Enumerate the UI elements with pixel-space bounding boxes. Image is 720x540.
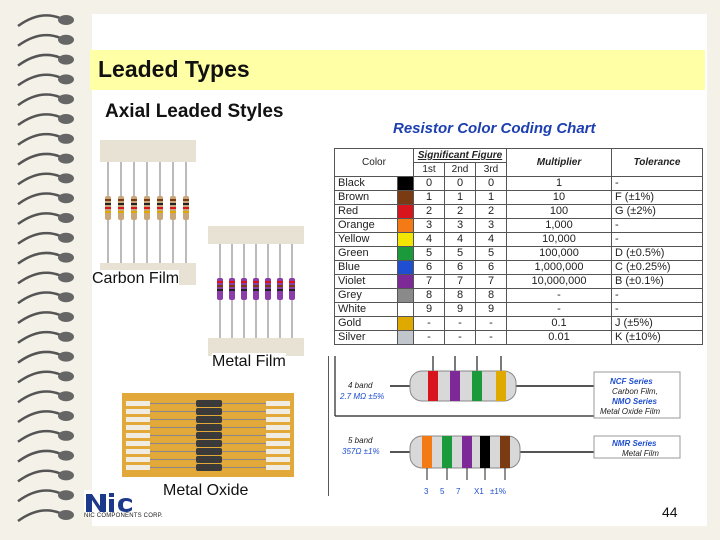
carbon-film-photo	[98, 140, 198, 285]
spiral-coil	[18, 471, 60, 482]
oxide-tape	[126, 417, 150, 422]
third-digit-cell: 1	[476, 191, 507, 205]
tolerance-cell: J (±5%)	[612, 317, 703, 331]
first-digit-cell: 3	[414, 219, 445, 233]
tolerance-cell: D (±0.5%)	[612, 247, 703, 261]
oxide-tape	[126, 425, 150, 430]
color-swatch	[398, 317, 414, 331]
carbon-film-label: Carbon Film	[92, 270, 180, 287]
first-digit-cell: 4	[414, 233, 445, 247]
oxide-tape	[266, 441, 290, 446]
spiral-hole	[58, 233, 74, 243]
spiral-hole	[58, 510, 74, 520]
spiral-hole	[58, 55, 74, 65]
resistor-band	[277, 289, 283, 291]
multiplier-cell: 10,000	[507, 233, 612, 247]
resistor-band	[131, 211, 137, 213]
color-swatch	[398, 205, 414, 219]
oxide-tape	[126, 465, 150, 470]
spiral-hole	[58, 114, 74, 124]
resistor-band	[253, 285, 259, 287]
slide-title: Leaded Types	[98, 56, 250, 82]
tolerance-cell: -	[612, 219, 703, 233]
band-value-label: 5	[440, 487, 445, 496]
oxide-tape	[126, 401, 150, 406]
resistor-band	[170, 199, 176, 201]
resistor-band	[253, 281, 259, 283]
spiral-coil	[18, 491, 60, 502]
band-value-label: 7	[456, 487, 461, 496]
color-band	[428, 371, 438, 401]
multiplier-cell: 0.1	[507, 317, 612, 331]
spiral-hole	[58, 15, 74, 25]
color-name: Red	[335, 205, 398, 219]
resistor-band	[105, 211, 111, 213]
resistor-band	[170, 207, 176, 209]
multiplier-cell: -	[507, 303, 612, 317]
third-digit-cell: -	[476, 331, 507, 345]
resistor-band	[131, 199, 137, 201]
oxide-tape	[266, 409, 290, 414]
spiral-coil	[18, 352, 60, 363]
color-band	[480, 436, 490, 468]
resistor-band	[229, 281, 235, 283]
four-band-value: 2.7 MΩ ±5%	[340, 392, 385, 401]
color-row	[335, 247, 703, 261]
resistor-band	[157, 203, 163, 205]
band-value-label: ±1%	[490, 487, 506, 496]
resistor-band	[118, 199, 124, 201]
color-row	[335, 275, 703, 289]
second-digit-cell: 1	[445, 191, 476, 205]
spiral-hole	[58, 312, 74, 322]
tolerance-cell: -	[612, 289, 703, 303]
resistor-band	[170, 203, 176, 205]
color-band	[462, 436, 472, 468]
spiral-hole	[58, 431, 74, 441]
resistor-band	[157, 207, 163, 209]
spiral-coil	[18, 411, 60, 422]
five-band-value: 357Ω ±1%	[342, 447, 380, 456]
tolerance-cell: K (±10%)	[612, 331, 703, 345]
color-name: Brown	[335, 191, 398, 205]
resistor-band	[157, 199, 163, 201]
oxide-tape	[266, 465, 290, 470]
first-digit-cell: 2	[414, 205, 445, 219]
resistor-band	[183, 207, 189, 209]
ncf-series-label: NCF Series	[610, 377, 653, 386]
tolerance-cell: F (±1%)	[612, 191, 703, 205]
third-digit-cell: 5	[476, 247, 507, 261]
spiral-hole	[58, 35, 74, 45]
tolerance-cell: -	[612, 303, 703, 317]
second-digit-cell: 7	[445, 275, 476, 289]
first-digit-cell: 6	[414, 261, 445, 275]
first-digit-cell: -	[414, 331, 445, 345]
multiplier-header: Multiplier	[507, 149, 612, 177]
spiral-binding	[0, 0, 90, 540]
nmr-series-desc: Metal Film	[622, 449, 659, 458]
resistor-band	[217, 281, 223, 283]
second-digit-cell: 4	[445, 233, 476, 247]
multiplier-cell: -	[507, 289, 612, 303]
color-band	[422, 436, 432, 468]
color-row	[335, 317, 703, 331]
spiral-coil	[18, 213, 60, 224]
first-digit-cell: -	[414, 317, 445, 331]
spiral-hole	[58, 411, 74, 421]
resistor-band	[131, 203, 137, 205]
spiral-coil	[18, 312, 60, 323]
color-swatch	[398, 289, 414, 303]
color-name: White	[335, 303, 398, 317]
resistor-band	[131, 207, 137, 209]
spiral-coil	[18, 174, 60, 185]
spiral-coil	[18, 372, 60, 383]
resistor-band	[229, 289, 235, 291]
resistor-band	[105, 199, 111, 201]
oxide-body	[196, 440, 222, 447]
resistor-band	[289, 285, 295, 287]
oxide-tape	[126, 449, 150, 454]
color-swatch	[398, 191, 414, 205]
color-name: Yellow	[335, 233, 398, 247]
tolerance-cell: B (±0.1%)	[612, 275, 703, 289]
resistor-band	[118, 211, 124, 213]
resistor-band	[183, 211, 189, 213]
resistor-band	[265, 285, 271, 287]
oxide-tape	[126, 457, 150, 462]
resistor-band	[229, 285, 235, 287]
oxide-body	[196, 424, 222, 431]
color-swatch	[398, 331, 414, 345]
color-row	[335, 205, 703, 219]
third-digit-cell: 4	[476, 233, 507, 247]
color-row	[335, 289, 703, 303]
spiral-hole	[58, 134, 74, 144]
multiplier-cell: 1	[507, 177, 612, 191]
color-swatch	[398, 275, 414, 289]
multiplier-cell: 1,000,000	[507, 261, 612, 275]
spiral-hole	[58, 173, 74, 183]
resistor-band	[217, 285, 223, 287]
oxide-tape	[266, 417, 290, 422]
multiplier-cell: 100,000	[507, 247, 612, 261]
resistor-band	[144, 211, 150, 213]
metal-film-photo	[206, 226, 306, 356]
third-digit-cell: 3	[476, 219, 507, 233]
spiral-coil	[18, 273, 60, 284]
color-swatch	[398, 219, 414, 233]
multiplier-cell: 100	[507, 205, 612, 219]
spiral-hole	[58, 371, 74, 381]
nmo-series-label: NMO Series	[612, 397, 657, 406]
spiral-coil	[18, 134, 60, 145]
resistor-band	[118, 203, 124, 205]
color-swatch	[398, 177, 414, 191]
spiral-coil	[18, 114, 60, 125]
oxide-tape	[266, 401, 290, 406]
tolerance-header: Tolerance	[612, 149, 703, 177]
color-header: Color	[335, 149, 414, 177]
third-digit-cell: 9	[476, 303, 507, 317]
oxide-body	[196, 456, 222, 463]
third-digit-cell: 8	[476, 289, 507, 303]
spiral-coil	[18, 332, 60, 343]
color-swatch	[398, 303, 414, 317]
spiral-coil	[18, 431, 60, 442]
multiplier-cell: 10	[507, 191, 612, 205]
resistor-band	[253, 289, 259, 291]
oxide-tape	[126, 433, 150, 438]
page-number: 44	[662, 504, 678, 520]
tolerance-cell: -	[612, 233, 703, 247]
tolerance-cell: C (±0.25%)	[612, 261, 703, 275]
spiral-hole	[58, 292, 74, 302]
oxide-body	[196, 432, 222, 439]
spiral-coil	[18, 95, 60, 106]
color-band	[500, 436, 510, 468]
spiral-coil	[18, 75, 60, 86]
resistor-band	[241, 289, 247, 291]
spiral-hole	[58, 74, 74, 84]
metal-film-label: Metal Film	[212, 353, 286, 370]
oxide-tape	[126, 409, 150, 414]
color-row	[335, 191, 703, 205]
slide-subtitle: Axial Leaded Styles	[105, 101, 284, 122]
oxide-tape	[266, 457, 290, 462]
first-digit-cell: 9	[414, 303, 445, 317]
spiral-hole	[58, 391, 74, 401]
third-digit-cell: 7	[476, 275, 507, 289]
third-digit-cell: 0	[476, 177, 507, 191]
color-code-table	[334, 148, 703, 345]
spiral-hole	[58, 470, 74, 480]
multiplier-cell: 0.01	[507, 331, 612, 345]
resistor-band	[241, 281, 247, 283]
five-band-label: 5 band	[348, 436, 373, 445]
oxide-tape	[266, 425, 290, 430]
resistor-band	[157, 211, 163, 213]
band-value-label: 3	[424, 487, 429, 496]
color-name: Grey	[335, 289, 398, 303]
first-digit-cell: 7	[414, 275, 445, 289]
band-value-label: X1	[474, 487, 484, 496]
resistor-band	[118, 207, 124, 209]
color-swatch	[398, 261, 414, 275]
oxide-tape	[266, 449, 290, 454]
color-name: Gold	[335, 317, 398, 331]
color-row	[335, 303, 703, 317]
spiral-coil	[18, 154, 60, 165]
spiral-coil	[18, 194, 60, 205]
color-name: Violet	[335, 275, 398, 289]
third-digit-cell: -	[476, 317, 507, 331]
oxide-body	[196, 400, 222, 407]
multiplier-cell: 1,000	[507, 219, 612, 233]
first-digit-cell: 1	[414, 191, 445, 205]
oxide-body	[196, 416, 222, 423]
resistor-band	[183, 203, 189, 205]
first-digit-cell: 0	[414, 177, 445, 191]
spiral-hole	[58, 94, 74, 104]
resistor-band	[277, 285, 283, 287]
first-digit-header: 1st	[414, 163, 445, 177]
spiral-hole	[58, 272, 74, 282]
first-digit-cell: 5	[414, 247, 445, 261]
second-digit-cell: -	[445, 331, 476, 345]
resistor-band	[265, 281, 271, 283]
second-digit-cell: -	[445, 317, 476, 331]
second-digit-cell: 0	[445, 177, 476, 191]
resistor-band	[170, 211, 176, 213]
nic-logo	[84, 490, 134, 514]
color-name: Orange	[335, 219, 398, 233]
second-digit-header: 2nd	[445, 163, 476, 177]
color-swatch	[398, 247, 414, 261]
color-swatch	[398, 233, 414, 247]
spiral-coil	[18, 392, 60, 403]
resistor-band	[105, 203, 111, 205]
spiral-hole	[58, 451, 74, 461]
oxide-body	[196, 408, 222, 415]
spiral-coil	[18, 15, 60, 26]
color-name: Black	[335, 177, 398, 191]
resistor-band	[289, 289, 295, 291]
resistor-band	[277, 281, 283, 283]
color-band	[442, 436, 452, 468]
multiplier-cell: 10,000,000	[507, 275, 612, 289]
oxide-tape	[266, 433, 290, 438]
spiral-coil	[18, 35, 60, 46]
spiral-hole	[58, 253, 74, 263]
spiral-coil	[18, 451, 60, 462]
color-row	[335, 331, 703, 345]
color-band	[496, 371, 506, 401]
metal-oxide-photo	[122, 393, 294, 477]
color-name: Silver	[335, 331, 398, 345]
second-digit-cell: 6	[445, 261, 476, 275]
color-row	[335, 177, 703, 191]
color-band	[450, 371, 460, 401]
spiral-hole	[58, 332, 74, 342]
resistor-band	[265, 289, 271, 291]
color-row	[335, 219, 703, 233]
spiral-coil	[18, 253, 60, 264]
nmo-series-desc: Metal Oxide Film	[600, 407, 661, 416]
second-digit-cell: 5	[445, 247, 476, 261]
oxide-body	[196, 448, 222, 455]
resistor-band	[144, 207, 150, 209]
logo-text: NIC COMPONENTS CORP.	[84, 513, 163, 519]
second-digit-cell: 2	[445, 205, 476, 219]
oxide-body	[196, 464, 222, 471]
resistor-band	[105, 207, 111, 209]
second-digit-cell: 8	[445, 289, 476, 303]
metal-oxide-label: Metal Oxide	[163, 482, 249, 499]
third-digit-cell: 6	[476, 261, 507, 275]
spiral-hole	[58, 490, 74, 500]
resistor-band	[144, 199, 150, 201]
second-digit-cell: 3	[445, 219, 476, 233]
spiral-hole	[58, 193, 74, 203]
resistor-band	[183, 199, 189, 201]
spiral-hole	[58, 154, 74, 164]
spiral-coil	[18, 233, 60, 244]
color-row	[335, 233, 703, 247]
spiral-hole	[58, 352, 74, 362]
spiral-hole	[58, 213, 74, 223]
ncf-series-desc: Carbon Film,	[612, 387, 658, 396]
first-digit-cell: 8	[414, 289, 445, 303]
color-band	[472, 371, 482, 401]
nmr-series-label: NMR Series	[612, 439, 657, 448]
color-name: Blue	[335, 261, 398, 275]
third-digit-cell: 2	[476, 205, 507, 219]
second-digit-cell: 9	[445, 303, 476, 317]
spiral-coil	[18, 293, 60, 304]
resistor-band	[289, 281, 295, 283]
four-band-label: 4 band	[348, 381, 373, 390]
oxide-tape	[126, 441, 150, 446]
significant-header: Significant Figure	[414, 149, 507, 163]
spiral-coil	[18, 55, 60, 66]
third-digit-header: 3rd	[476, 163, 507, 177]
spiral-coil	[18, 510, 60, 521]
resistor-band	[241, 285, 247, 287]
tolerance-cell: G (±2%)	[612, 205, 703, 219]
tolerance-cell: -	[612, 177, 703, 191]
chart-title: Resistor Color Coding Chart	[393, 120, 596, 137]
resistor-band	[144, 203, 150, 205]
color-row	[335, 261, 703, 275]
color-name: Green	[335, 247, 398, 261]
resistor-band	[217, 289, 223, 291]
